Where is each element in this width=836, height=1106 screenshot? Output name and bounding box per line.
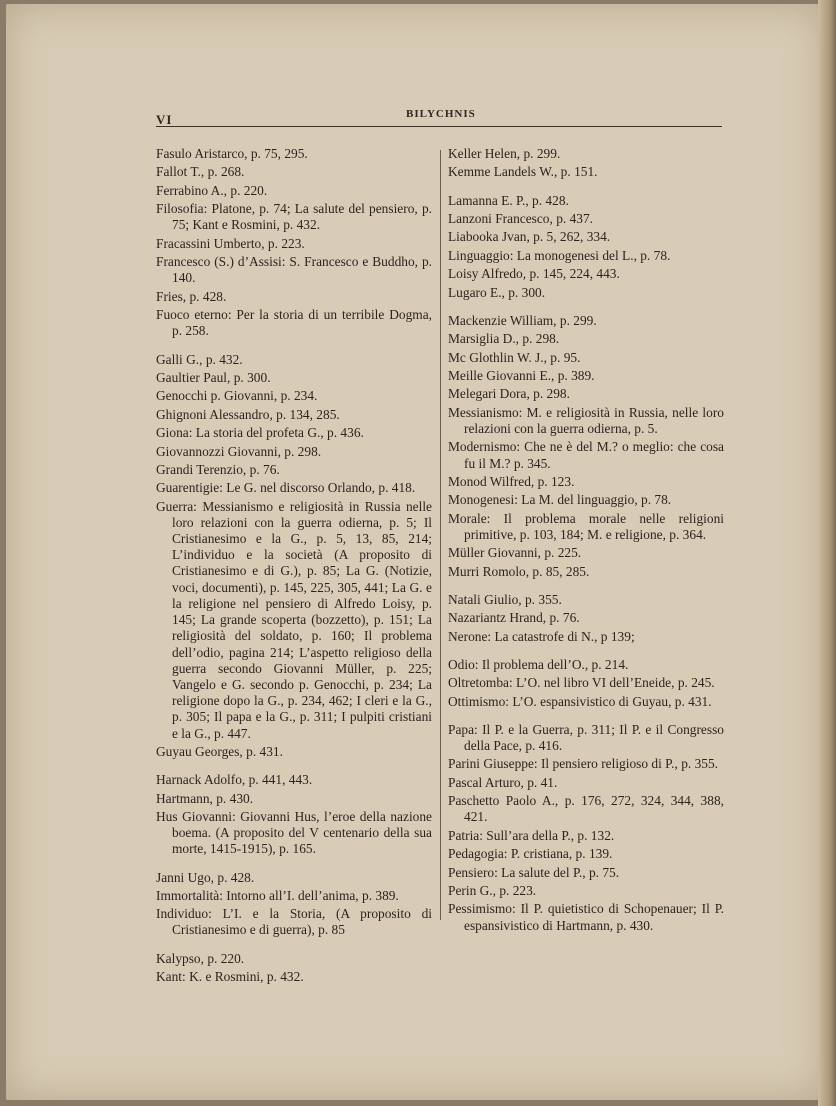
- index-entry: Individuo: L’I. e la Storia, (A proposito di Cristianesimo e di guerra), p. 85: [156, 906, 432, 938]
- index-letter-group: [448, 592, 724, 645]
- index-entry: Paschetto Paolo A., p. 176, 272, 324, 344, 388, 421.: [448, 793, 724, 825]
- index-entry: Liabooka Jvan, p. 5, 262, 334.: [448, 229, 611, 245]
- index-entry: Genocchi p. Giovanni, p. 234.: [156, 388, 318, 404]
- index-letter-group: [156, 870, 432, 939]
- column-divider: [440, 150, 441, 920]
- index-entry: Papa: Il P. e la Guerra, p. 311; Il P. e il Congresso della Pace, p. 416.: [448, 721, 724, 754]
- index-entry: Fasulo Aristarco, p. 75, 295.: [156, 146, 308, 161]
- index-entry: Modernismo: Che ne è del M.? o meglio: che cosa fu il M.? p. 345.: [448, 439, 724, 471]
- index-entry: Pascal Arturo, p. 41.: [448, 774, 558, 790]
- index-entry: Patria: Sull’ara della P., p. 132.: [448, 827, 615, 843]
- index-entry: Keller Helen, p. 299.: [448, 146, 561, 161]
- index-entry: Fuoco eterno: Per la storia di un terribile Dogma, p. 258.: [156, 307, 432, 339]
- index-entry: Gaultier Paul, p. 300.: [156, 369, 271, 385]
- index-entry: Giona: La storia del profeta G., p. 436.: [156, 425, 364, 441]
- index-letter-group: [156, 146, 432, 340]
- page-header: [156, 108, 722, 126]
- index-entry: Galli G., p. 432.: [156, 351, 243, 367]
- index-entry: Grandi Terenzio, p. 76.: [156, 461, 280, 477]
- index-entry: Linguaggio: La monogenesi del L., p. 78.: [448, 247, 671, 263]
- index-letter-group: [448, 657, 724, 710]
- index-entry: Perin G., p. 223.: [448, 882, 537, 898]
- index-entry: Lanzoni Francesco, p. 437.: [448, 210, 594, 226]
- index-entry: Fallot T., p. 268.: [156, 164, 245, 180]
- header-rule: [156, 126, 722, 127]
- index-letter-group: [448, 313, 724, 580]
- index-entry: Pedagogia: P. cristiana, p. 139.: [448, 846, 613, 862]
- index-entry: Pensiero: La salute del P., p. 75.: [448, 864, 620, 880]
- index-entry: Mackenzie William, p. 299.: [448, 312, 597, 328]
- running-title: BILYCHNIS: [406, 108, 476, 120]
- index-entry: Janni Ugo, p. 428.: [156, 869, 255, 885]
- index-entry: Meille Giovanni E., p. 389.: [448, 367, 595, 383]
- index-entry: Morale: Il problema morale nelle religioni primitive, p. 103, 184; M. e religione, p. 364.: [448, 510, 724, 542]
- index-entry: Hus Giovanni: Giovanni Hus, l’eroe della nazione boema. (A proposito del V centenario della sua morte, 1415-1915), p. 165.: [156, 808, 432, 857]
- index-entry: Loisy Alfredo, p. 145, 224, 443.: [448, 266, 620, 282]
- index-entry: Monod Wilfred, p. 123.: [448, 473, 575, 489]
- index-entry: Messianismo: M. e religiosità in Russia, nelle loro relazioni con la guerra odierna, p. 5.: [448, 404, 724, 436]
- page-number: VI: [156, 112, 173, 127]
- index-entry: Fries, p. 428.: [156, 288, 227, 304]
- index-entry: Ottimismo: L’O. espansivistico di Guyau, p. 431.: [448, 693, 712, 709]
- index-letter-group: [448, 722, 724, 934]
- index-entry: Hartmann, p. 430.: [156, 790, 254, 806]
- index-entry: Kalypso, p. 220.: [156, 950, 245, 966]
- index-letter-group: [448, 193, 724, 301]
- index-entry: Nerone: La catastrofe di N., p 139;: [448, 628, 635, 644]
- index-entry: Müller Giovanni, p. 225.: [448, 545, 582, 561]
- index-letter-group: [156, 951, 432, 986]
- index-entry: Giovannozzi Giovanni, p. 298.: [156, 443, 322, 459]
- index-entry: Marsiglia D., p. 298.: [448, 331, 560, 347]
- index-entry: Guerra: Messianismo e religiosità in Russia nelle loro relazioni con la guerra odierna, p. 5; Il Cristianesimo e la G., p. 5, 13, 85, 214; L’individuo e la società (A proposito di Cristianesimo e di G.), p. 85; La G. (Notizie, voci, documenti), p. 145, 225, 305, 441; La G. e la religione nel pensiero di Alfredo Loisy, p. 145; La grande scoperta (bozzetto), p. 151; La religiosità del soldato, p. 160; Il problema dell’odio, pagina 214; L’aspetto religioso della guerra secondo Giovanni Müller, p. 225; Vangelo e G. secondo p. Genocchi, p. 234; La religione dopo la G., p. 234, 462; I cleri e la G., p. 305; Il papa e la G., p. 311; I pulpiti cristiani e la G., p. 447.: [156, 498, 432, 741]
- index-entry: Murri Romolo, p. 85, 285.: [448, 563, 590, 579]
- index-entry: Francesco (S.) d’Assisi: S. Francesco e Buddho, p. 140.: [156, 254, 432, 286]
- index-column-left: [156, 146, 432, 987]
- page-edge: [818, 0, 836, 1106]
- index-entry: Mc Glothlin W. J., p. 95.: [448, 349, 581, 365]
- index-entry: Fracassini Umberto, p. 223.: [156, 235, 305, 251]
- index-entry: Immortalità: Intorno all’I. dell’anima, p. 389.: [156, 887, 399, 903]
- index-entry: Guyau Georges, p. 431.: [156, 743, 283, 759]
- index-entry: Kemme Landels W., p. 151.: [448, 164, 598, 180]
- index-entry: Filosofia: Platone, p. 74; La salute del pensiero, p. 75; Kant e Rosmini, p. 432.: [156, 201, 432, 233]
- index-entry: Oltretomba: L’O. nel libro VI dell’Eneide, p. 245.: [448, 675, 715, 691]
- index-entry: Lugaro E., p. 300.: [448, 284, 546, 300]
- index-column-right: [448, 146, 724, 936]
- index-letter-group: [448, 146, 724, 181]
- index-entry: Kant: K. e Rosmini, p. 432.: [156, 969, 304, 985]
- index-entry: Pessimismo: Il P. quietistico di Schopenauer; Il P. espansivistico di Hartmann, p. 430.: [448, 901, 724, 933]
- index-entry: Odio: Il problema dell’O., p. 214.: [448, 656, 629, 672]
- index-entry: Guarentigie: Le G. nel discorso Orlando, p. 418.: [156, 480, 416, 496]
- index-letter-group: [156, 352, 432, 761]
- index-entry: Ghignoni Alessandro, p. 134, 285.: [156, 406, 340, 422]
- index-entry: Ferrabino A., p. 220.: [156, 182, 268, 198]
- index-entry: Harnack Adolfo, p. 441, 443.: [156, 772, 313, 788]
- index-entry: Melegari Dora, p. 298.: [448, 386, 570, 402]
- index-entry: Parini Giuseppe: Il pensiero religioso di P., p. 355.: [448, 756, 719, 772]
- index-entry: Nazariantz Hrand, p. 76.: [448, 610, 580, 626]
- index-entry: Natali Giulio, p. 355.: [448, 591, 562, 607]
- index-letter-group: [156, 772, 432, 857]
- index-entry: Monogenesi: La M. del linguaggio, p. 78.: [448, 492, 672, 508]
- index-entry: Lamanna E. P., p. 428.: [448, 192, 569, 208]
